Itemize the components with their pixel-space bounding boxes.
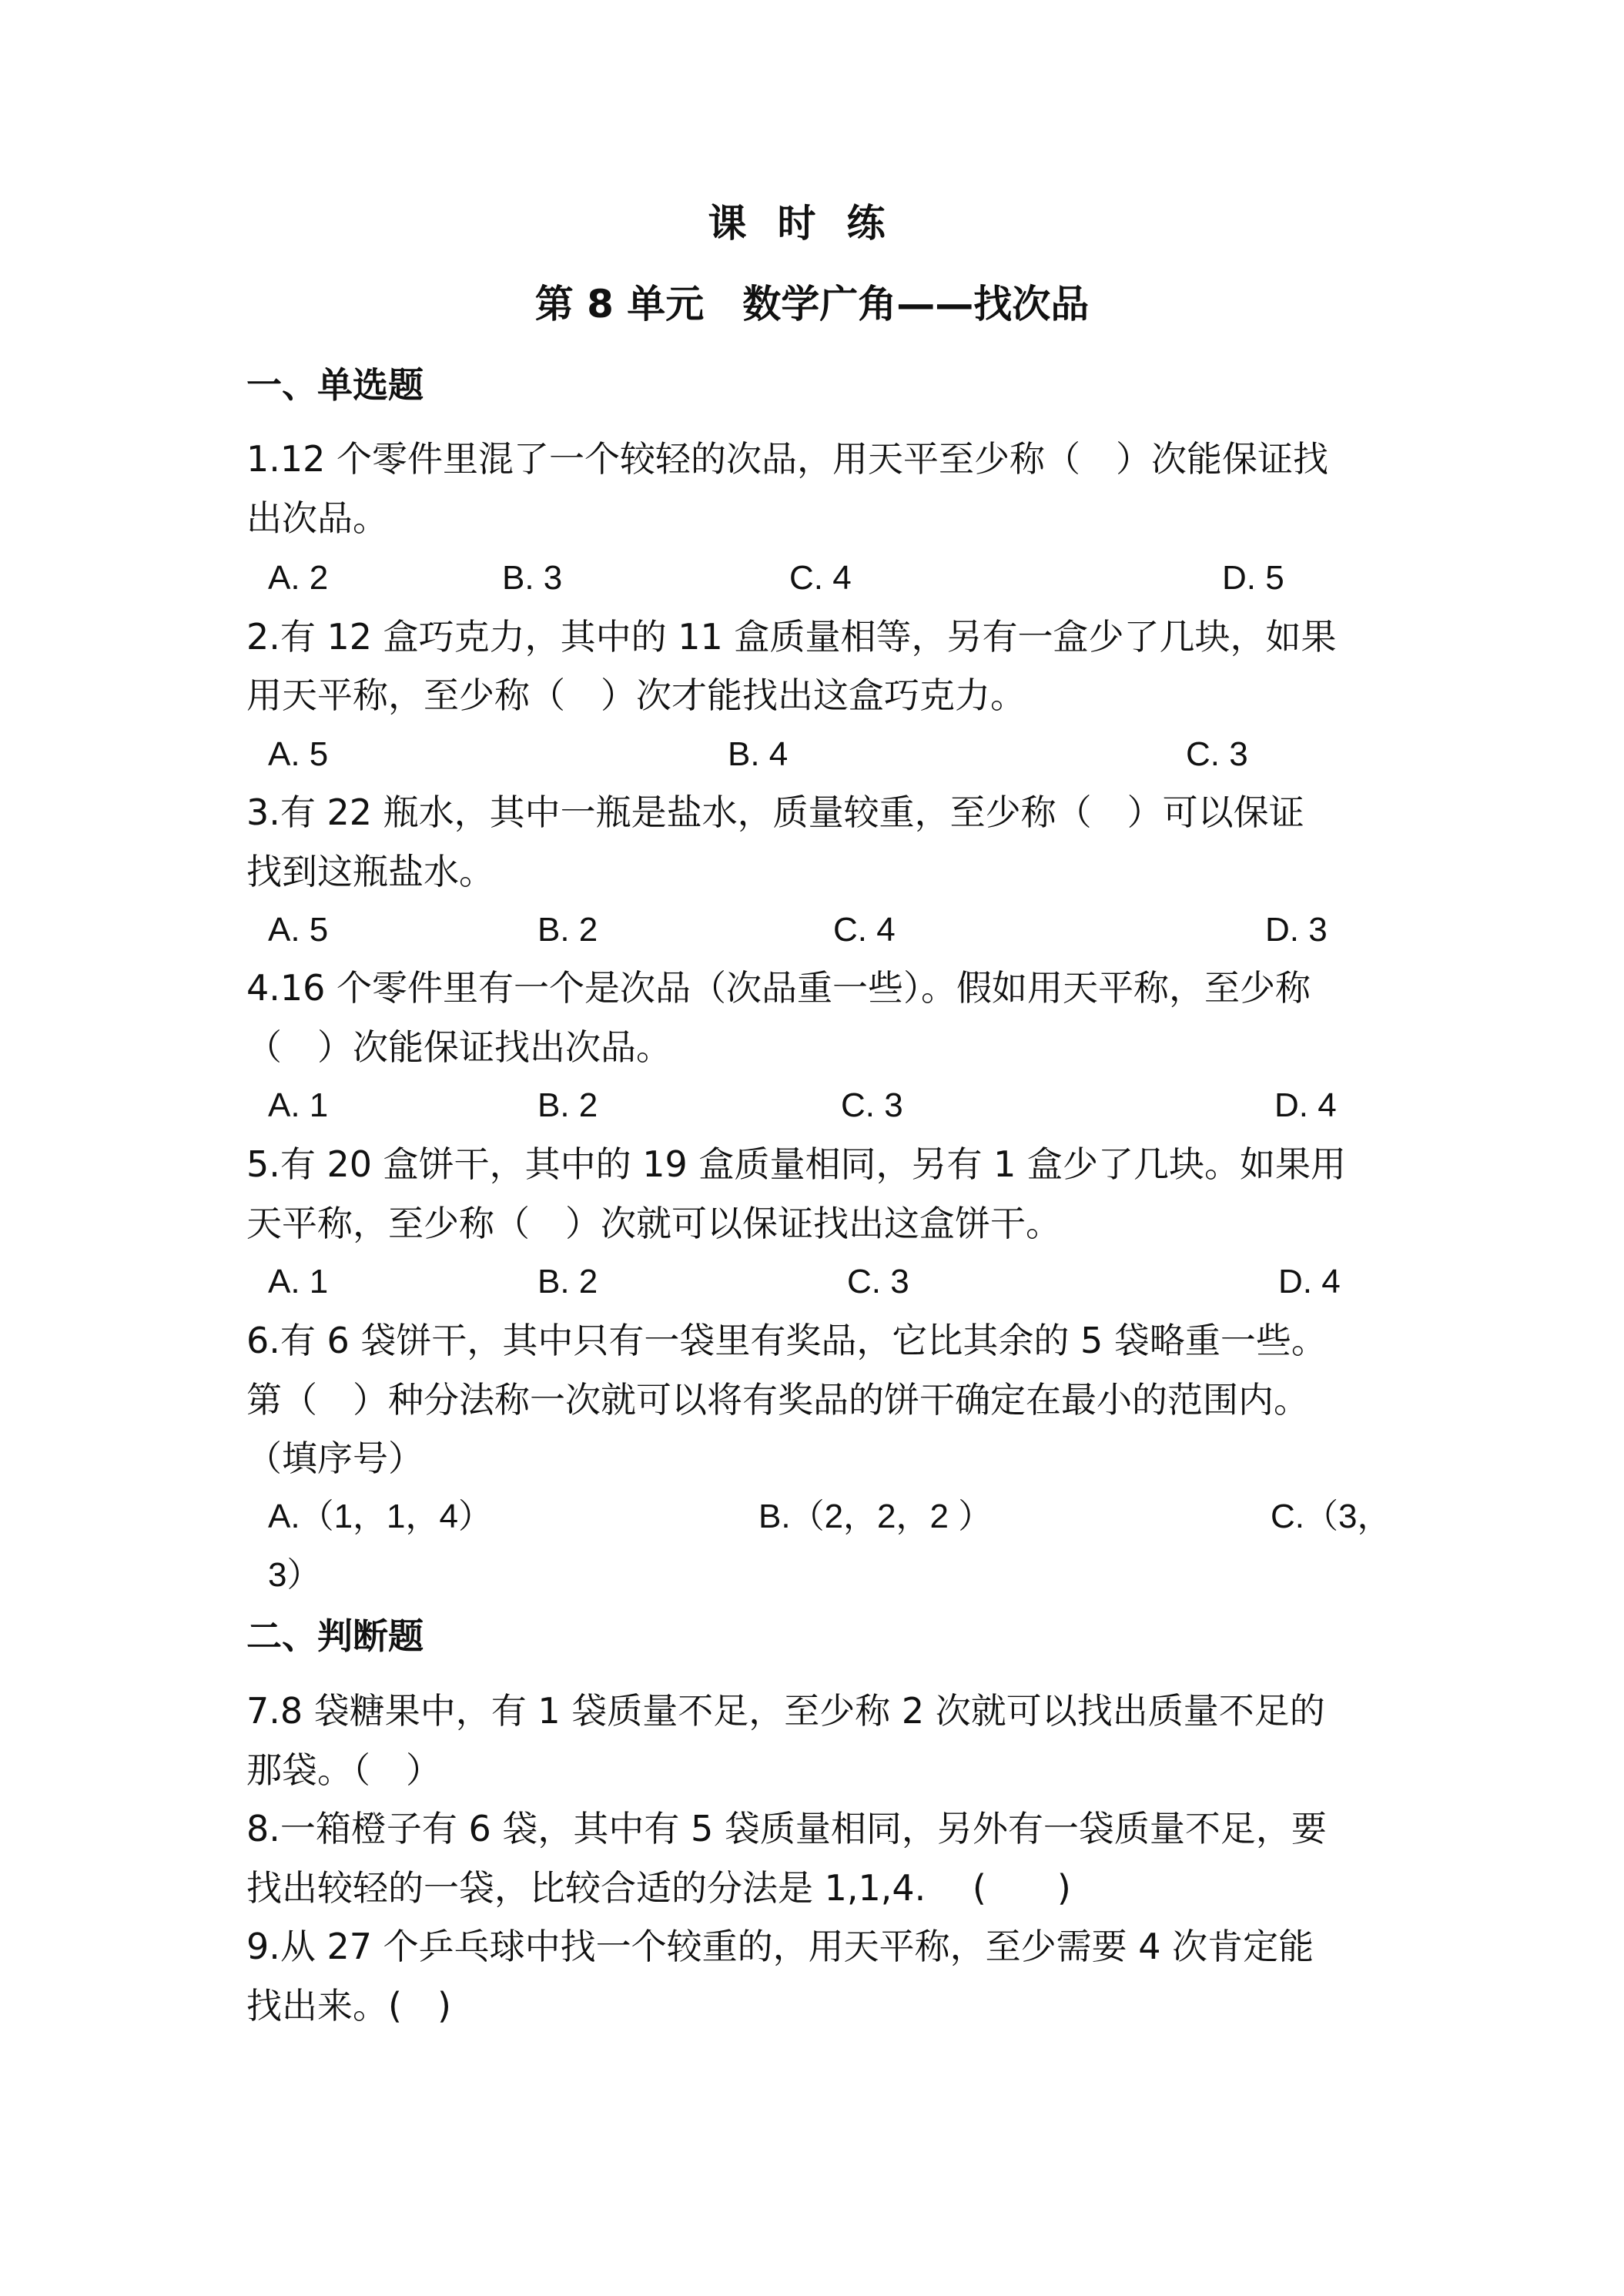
question-4-option-c[interactable]: C. 3 — [841, 1086, 903, 1124]
question-1-option-d[interactable]: D. 5 — [1222, 559, 1284, 597]
question-6-option-a[interactable]: A.（1，1，4） — [268, 1498, 492, 1535]
question-5-option-d[interactable]: D. 4 — [1278, 1263, 1341, 1300]
question-3-line-1: 3.有 22 瓶水，其中一瓶是盐水，质量较重，至少称（ ）可以保证 — [246, 792, 1304, 833]
question-5-line-1: 5.有 20 盒饼干，其中的 19 盒质量相同，另有 1 盒少了几块。如果用 — [246, 1143, 1346, 1185]
question-2-option-b[interactable]: B. 4 — [728, 735, 789, 773]
question-4-line-2: （ ）次能保证找出次品。 — [246, 1026, 671, 1068]
question-8-line-1: 8.一箱橙子有 6 袋，其中有 5 袋质量相同，另外有一袋质量不足，要 — [246, 1808, 1327, 1849]
question-5-option-c[interactable]: C. 3 — [847, 1263, 909, 1300]
question-4-option-a[interactable]: A. 1 — [268, 1086, 329, 1124]
question-2-option-c[interactable]: C. 3 — [1186, 735, 1248, 773]
question-9-line-1: 9.从 27 个乒乓球中找一个较重的，用天平称，至少需要 4 次肯定能 — [246, 1926, 1314, 1967]
unit-subtitle: 第 8 单元 数学广角——找次品 — [534, 282, 1090, 326]
question-1-line-1: 1.12 个零件里混了一个较轻的次品，用天平至少称（ ）次能保证找 — [246, 438, 1329, 480]
page-title: 课时练 — [708, 201, 916, 246]
question-1-option-a[interactable]: A. 2 — [268, 559, 329, 597]
question-6-option-c-continued[interactable]: 3） — [268, 1556, 321, 1594]
question-3-line-2: 找到这瓶盐水。 — [246, 851, 494, 892]
question-4-option-d[interactable]: D. 4 — [1274, 1086, 1337, 1124]
question-1-option-b[interactable]: B. 3 — [502, 559, 563, 597]
question-3-option-b[interactable]: B. 2 — [537, 911, 598, 949]
question-3-option-a[interactable]: A. 5 — [268, 911, 329, 949]
question-1-option-c[interactable]: C. 4 — [789, 559, 852, 597]
section-heading-true-false: 二、判断题 — [246, 1615, 424, 1657]
question-3-option-c[interactable]: C. 4 — [833, 911, 896, 949]
question-5-option-b[interactable]: B. 2 — [537, 1263, 598, 1300]
question-5-line-2: 天平称，至少称（ ）次就可以保证找出这盒饼干。 — [246, 1203, 1061, 1244]
section-heading-single-choice: 一、单选题 — [246, 364, 424, 406]
question-4-option-b[interactable]: B. 2 — [537, 1086, 598, 1124]
question-6-line-1: 6.有 6 袋饼干，其中只有一袋里有奖品，它比其余的 5 袋略重一些。 — [246, 1320, 1327, 1361]
question-7-line-2: 那袋。（ ） — [246, 1749, 441, 1791]
question-5-option-a[interactable]: A. 1 — [268, 1263, 329, 1300]
question-6-line-2: 第（ ）种分法称一次就可以将有奖品的饼干确定在最小的范围内。 — [246, 1379, 1309, 1421]
question-2-line-1: 2.有 12 盒巧克力，其中的 11 盒质量相等，另有一盒少了几块，如果 — [246, 616, 1337, 658]
question-6-option-b[interactable]: B.（2，2，2 ） — [758, 1498, 993, 1535]
question-9-line-2: 找出来。( ) — [246, 1985, 451, 2027]
question-8-line-2: 找出较轻的一袋，比较合适的分法是 1,1,4. ( ) — [246, 1867, 1071, 1909]
question-3-option-d[interactable]: D. 3 — [1265, 911, 1328, 949]
question-7-line-1: 7.8 袋糖果中，有 1 袋质量不足，至少称 2 次就可以找出质量不足的 — [246, 1690, 1325, 1732]
question-1-line-2: 出次品。 — [246, 497, 388, 539]
question-4-line-1: 4.16 个零件里有一个是次品（次品重一些）。假如用天平称，至少称 — [246, 967, 1311, 1009]
question-6-option-c[interactable]: C.（3， — [1271, 1498, 1391, 1535]
question-6-line-3: （填序号） — [246, 1438, 424, 1479]
question-2-option-a[interactable]: A. 5 — [268, 735, 329, 773]
question-2-line-2: 用天平称，至少称（ ）次才能找出这盒巧克力。 — [246, 674, 1026, 716]
